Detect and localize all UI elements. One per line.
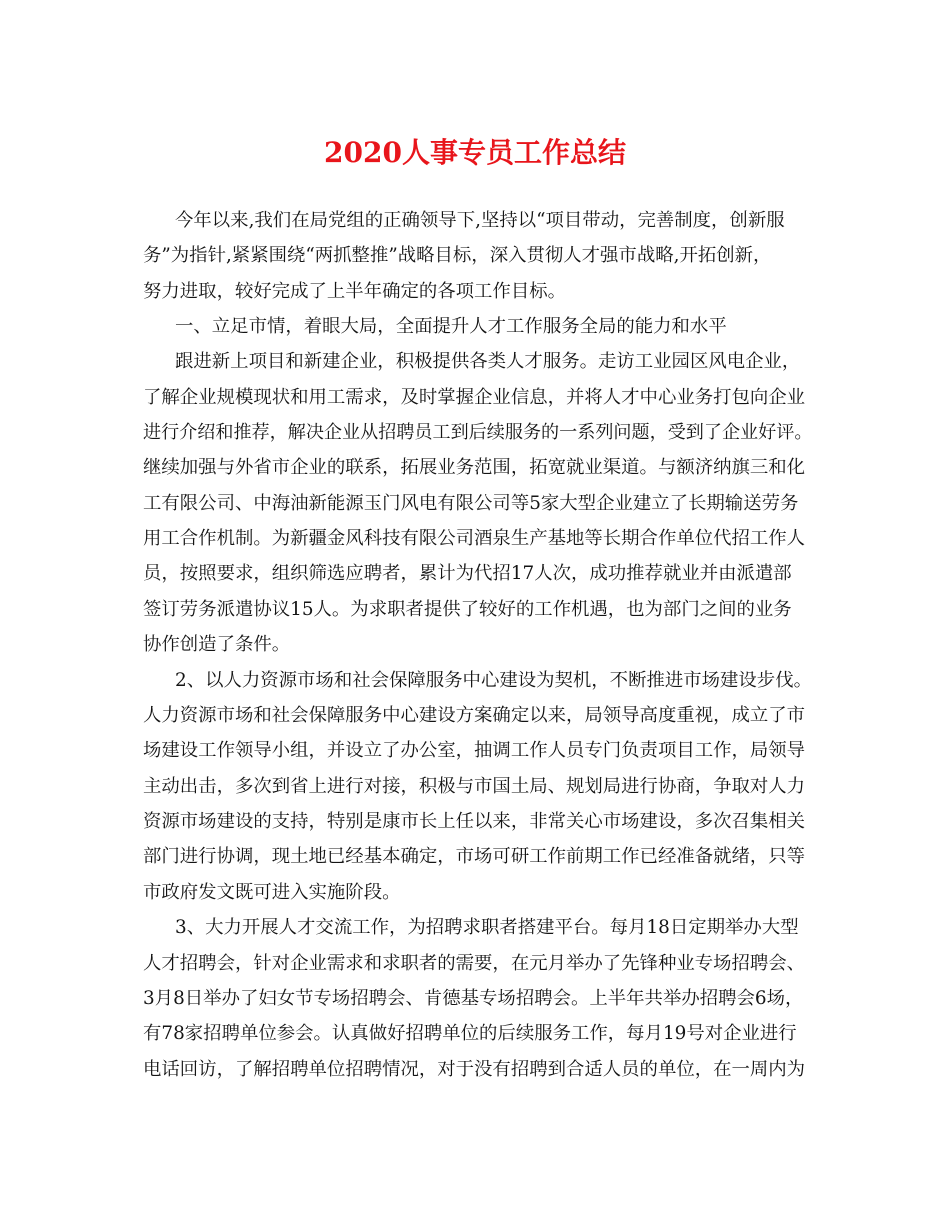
body-line: 主动出击，多次到省上进行对接，积极与市国土局、规划局进行协商，争取对人力	[143, 776, 806, 797]
body-line: 有78家招聘单位参会。认真做好招聘单位的后续服务工作，每月19号对企业进行	[143, 1023, 797, 1044]
body-line: 务”为指针,紧紧围绕“两抓整推”战略目标，深入贯彻人才强市战略,开拓创新，	[143, 245, 772, 266]
body-line: 2、以人力资源市场和社会保障服务中心建设为契机，不断推进市场建设步伐。	[175, 670, 812, 691]
body-line: 努力进取，较好完成了上半年确定的各项工作目标。	[143, 281, 566, 302]
body-line: 3、大力开展人才交流工作，为招聘求职者搭建平台。每月18日定期举办大型	[175, 917, 799, 938]
body-line: 用工合作机制。为新疆金风科技有限公司酒泉生产基地等长期合作单位代招工作人	[143, 528, 806, 549]
body-line: 进行介绍和推荐，解决企业从招聘员工到后续服务的一系列问题，受到了企业好评。	[143, 422, 813, 443]
body-line: 人力资源市场和社会保障服务中心建设方案确定以来，局领导高度重视，成立了市	[143, 705, 806, 726]
body-line: 跟进新上项目和新建企业，积极提供各类人才服务。走访工业园区风电企业，	[175, 351, 801, 372]
body-line: 签订劳务派遣协议15人。为求职者提供了较好的工作机遇，也为部门之间的业务	[143, 599, 792, 620]
body-line: 资源市场建设的支持，特别是康市长上任以来，非常关心市场建设，多次召集相关	[143, 811, 806, 832]
body-line: 了解企业规模现状和用工需求，及时掌握企业信息，并将人才中心业务打包向企业	[143, 387, 806, 408]
body-line: 人才招聘会，针对企业需求和求职者的需要，在元月举办了先锋种业专场招聘会、	[143, 953, 806, 974]
body-line: 继续加强与外省市企业的联系，拓展业务范围，拓宽就业渠道。与额济纳旗三和化	[143, 457, 806, 478]
body-line: 市政府发文既可进入实施阶段。	[143, 882, 401, 903]
body-line: 场建设工作领导小组，并设立了办公室，抽调工作人员专门负责项目工作，局领导	[143, 740, 806, 761]
body-line: 部门进行协调，现土地已经基本确定，市场可研工作前期工作已经准备就绪，只等	[143, 846, 806, 867]
body-line: 协作创造了条件。	[143, 634, 291, 655]
body-line: 今年以来,我们在局党组的正确领导下,坚持以“项目带动，完善制度，创新服	[175, 210, 785, 231]
body-line: 电话回访，了解招聘单位招聘情况，对于没有招聘到合适人员的单位，在一周内为	[143, 1059, 806, 1080]
document-title: 2020人事专员工作总结	[324, 136, 626, 169]
body-line: 3月8日举办了妇女节专场招聘会、肯德基专场招聘会。上半年共举办招聘会6场，	[143, 988, 804, 1009]
section-heading: 一、立足市情，着眼大局，全面提升人才工作服务全局的能力和水平	[175, 316, 727, 337]
body-line: 工有限公司、中海油新能源玉门风电有限公司等5家大型企业建立了长期输送劳务	[143, 493, 799, 514]
body-line: 员，按照要求，组织筛选应聘者，累计为代招17人次，成功推荐就业并由派遣部	[143, 563, 792, 584]
